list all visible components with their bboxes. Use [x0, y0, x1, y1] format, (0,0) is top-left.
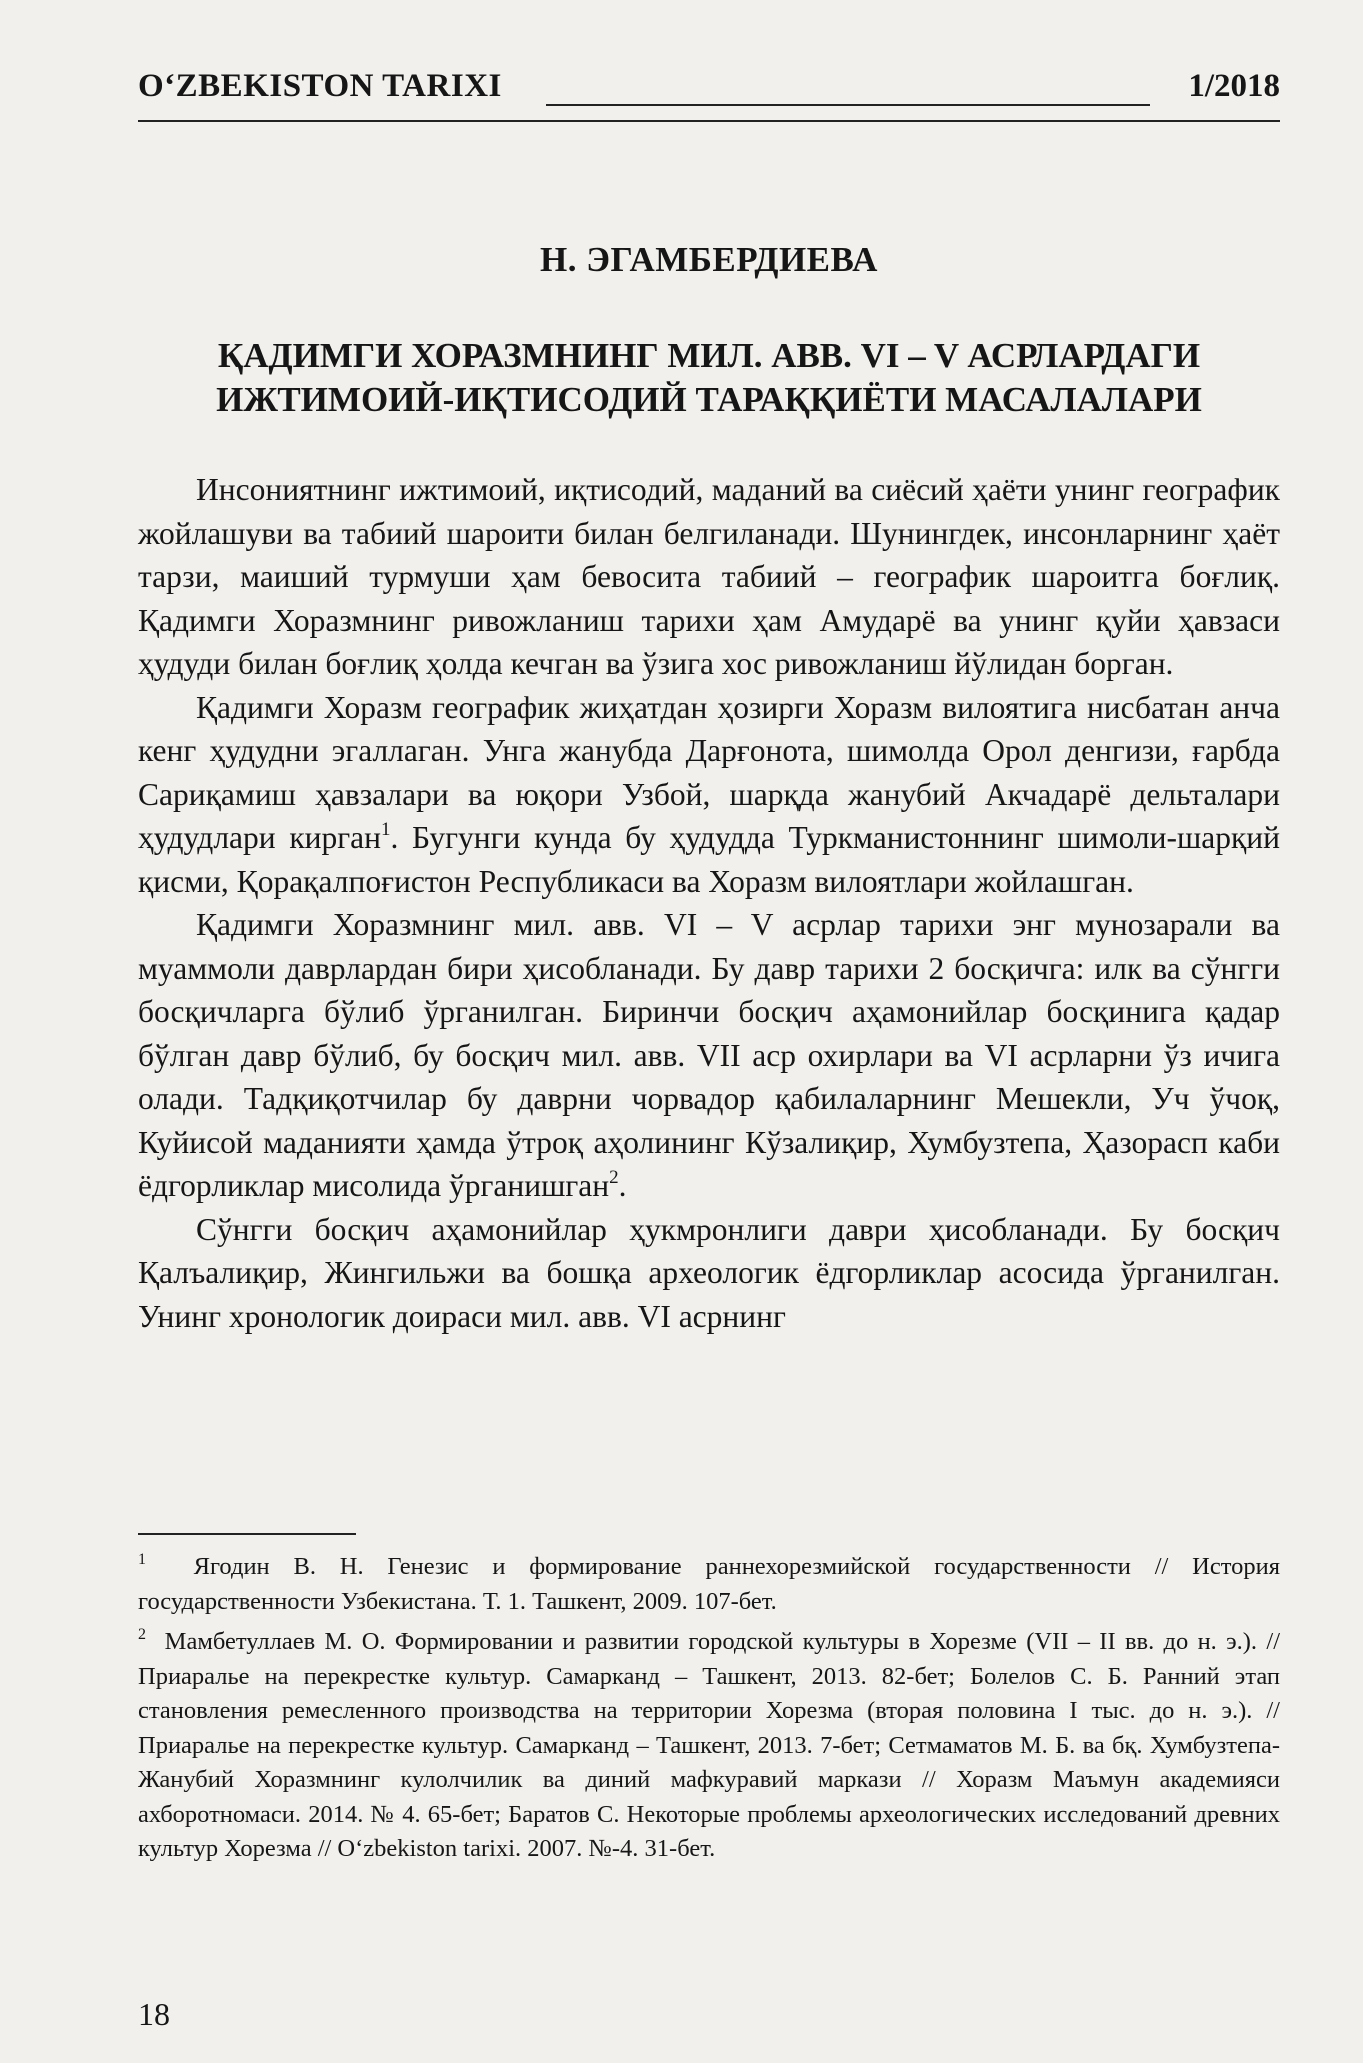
paragraph: Инсониятнинг ижтимоий, иқтисодий, маданий ва сиёсий ҳаёти унинг географик жойлашуви ва табиий шароити билан белгиланади. Шунингдек, инсонларнинг ҳаёт тарзи, маиший турмуши ҳам бевосита табиий – географик шароитга боғлиқ. Қадимги Хоразмнинг ривожланиш тарихи ҳам Амударё ва унинг қуйи ҳавзаси ҳудуди билан боғлиқ ҳолда кечган ва ўзига хос ривожланиш йўлидан борган.	[138, 472, 1280, 681]
footnote-number: 2	[138, 1626, 146, 1643]
footnote-divider	[138, 1533, 356, 1535]
article-title	[138, 334, 1280, 422]
issue-number: 1/2018	[1188, 68, 1280, 104]
footnote-ref[interactable]: 2	[609, 1167, 619, 1188]
footnote: $^2$ Мамбетуллаев М. О. Формировании и развитии городской культуры в Хорезме (VII – II вв. до н. э.). // Приаралье на перекрестке культур. Самарканд – Ташкент, 2013. 82-бет; Болелов С. Б. Ранний этап становления ремесленного производства на территории Хорезма (вторая половина I тыс. до н. э.). // Приаралье на перекрестке культур. Самарканд – Ташкент, 2013. 7-бет; Сетмаматов М. Б. ва бқ. Хумбузтепа-Жанубий Хоразмнинг кулолчилик ва диний мафкуравий маркази // Хоразм Маъмун академияси ахборотномаси. 2014. № 4. 65-бет; Баратов С. Некоторые проблемы археологических исследований древних культур Хорезма // O‘zbekiston tarixi. 2007. №-4. 31-бет.	[138, 1626, 1281, 1862]
article-body	[138, 468, 1280, 1338]
title-line: ҚАДИМГИ ХОРАЗМНИНГ МИЛ. АВВ. VI – V АСРЛАРДАГИ	[217, 336, 1201, 375]
journal-title: O‘ZBEKISTON TARIXI	[138, 68, 502, 104]
footnote: $^1$ Ягодин В. Н. Генезис и формирование раннехорезмийской государственности // История государственности Узбекистана. Т. 1. Ташкент, 2009. 107-бет.	[138, 1551, 1281, 1615]
footnote-number: 1	[138, 1551, 146, 1568]
footnotes	[138, 1550, 1280, 1873]
page-number: 18	[138, 1996, 170, 2032]
title-line: ИЖТИМОИЙ-ИҚТИСОДИЙ ТАРАҚҚИЁТИ МАСАЛАЛАРИ	[216, 380, 1202, 419]
paragraph: Сўнгги босқич аҳамонийлар ҳукмронлиги даври ҳисобланади. Бу босқич Қалъалиқир, Жингильжи ва бошқа археологик ёдгорликлар асосида ўрганилган. Унинг хронологик доираси мил. авв. VI асрнинг	[138, 1211, 1280, 1334]
paragraph: Қадимги Хоразм географик жиҳатдан ҳозирги Хоразм вилоятига нисбатан анча кенг ҳудудни эгаллаган. Унга жанубда Дарғонота, шимолда Орол денгизи, ғарбда Сариқамиш ҳавзалари ва юқори Узбой, шарқда жанубий Акчадарё дельталари ҳудудлари кирган$^1$. Бугунги кунда бу ҳудудда Туркманистоннинг шимоли-шарқий қисми, Қорақалпоғистон Республикаси ва Хоразм вилоятлари жойлашган.	[138, 689, 1280, 899]
running-header	[138, 64, 1280, 122]
footnote-ref[interactable]: 1	[381, 819, 391, 840]
header-rule	[546, 104, 1150, 106]
article-author: Н. ЭГАМБЕРДИЕВА	[540, 240, 878, 279]
paragraph: Қадимги Хоразмнинг мил. авв. VI – V асрлар тарихи энг мунозарали ва муаммоли даврлардан бири ҳисобланади. Бу давр тарихи 2 босқичга: илк ва сўнгги босқичларга бўлиб ўрганилган. Биринчи босқич аҳамонийлар босқинига қадар бўлган давр бўлиб, бу босқич мил. авв. VII аср охирлари ва VI асрларни ўз ичига олади. Тадқиқотчилар бу даврни чорвадор қабилаларнинг Мешекли, Уч ўчоқ, Куйисой маданияти ҳамда ўтроқ аҳолининг Кўзалиқир, Хумбузтепа, Ҳазорасп каби ёдгорликлар мисолида ўрганишган$^2$.	[138, 907, 1280, 1203]
